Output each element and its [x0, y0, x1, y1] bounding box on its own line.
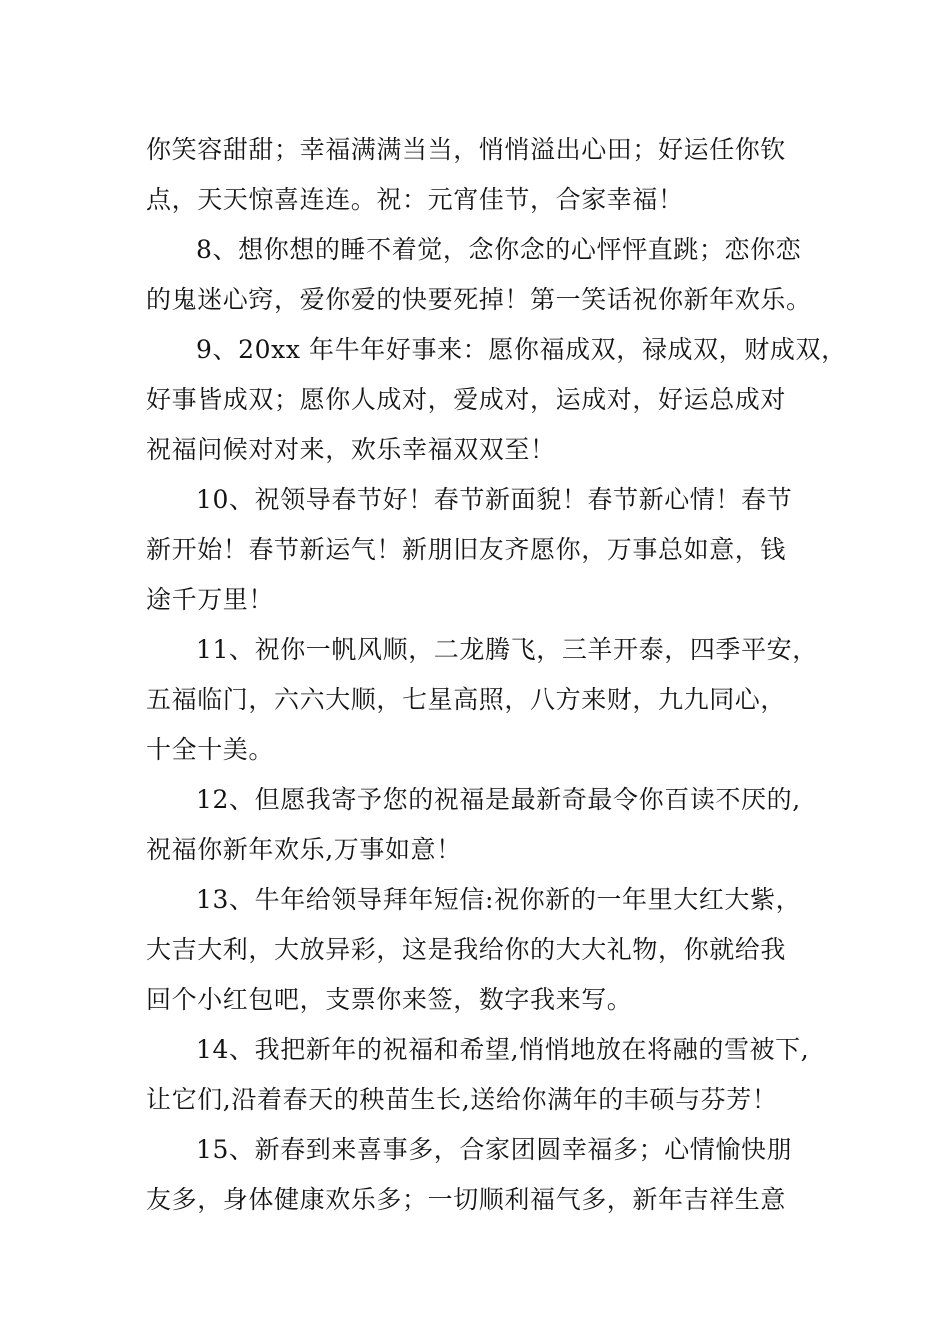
paragraph-8-line: 8、想你想的睡不着觉，念你念的心怦怦直跳；恋你恋: [196, 235, 802, 264]
text-line: 友多，身体健康欢乐多；一切顺利福气多，新年吉祥生意: [146, 1185, 787, 1214]
paragraph-13-line: 13、牛年给领导拜年短信:祝你新的一年里大红大紫，: [196, 885, 802, 914]
text-line: 让它们,沿着春天的秧苗生长,送给你满年的丰硕与芬芳！: [146, 1085, 778, 1114]
text-line: 回个小红包吧，支票你来签，数字我来写。: [146, 985, 633, 1014]
text-line: 大吉大利，大放异彩，这是我给你的大大礼物，你就给我: [146, 935, 787, 964]
paragraph-10-line: 10、祝领导春节好！春节新面貌！春节新心情！春节: [196, 485, 793, 514]
text-line: 你笑容甜甜；幸福满满当当，悄悄溢出心田；好运任你钦: [146, 135, 787, 164]
text-line: 祝福问候对对来，欢乐幸福双双至！: [146, 435, 556, 464]
text-line: 好事皆成双；愿你人成对，爱成对，运成对，好运总成对: [146, 385, 787, 414]
paragraph-11-line: 11、祝你一帆风顺，二龙腾飞，三羊开泰，四季平安，: [196, 635, 818, 664]
text-line: 的鬼迷心窍，爱你爱的快要死掉！第一笑话祝你新年欢乐。: [146, 285, 812, 314]
paragraph-9-line: 9、20xx 年牛年好事来：愿你福成双，禄成双，财成双，: [196, 335, 847, 364]
paragraph-12-line: 12、但愿我寄予您的祝福是最新奇最令你百读不厌的,: [196, 785, 801, 814]
text-line: 点，天天惊喜连连。祝：元宵佳节，合家幸福！: [146, 185, 684, 214]
paragraph-14-line: 14、我把新年的祝福和希望,悄悄地放在将融的雪被下,: [196, 1035, 810, 1064]
text-line: 十全十美。: [146, 735, 275, 764]
text-line: 祝福你新年欢乐,万事如意！: [146, 835, 462, 864]
paragraph-15-line: 15、新春到来喜事多，合家团圆幸福多；心情愉快朋: [196, 1135, 793, 1164]
text-line: 途千万里！: [146, 585, 275, 614]
text-line: 五福临门，六六大顺，七星高照，八方来财，九九同心，: [146, 685, 787, 714]
text-line: 新开始！春节新运气！新朋旧友齐愿你，万事总如意，钱: [146, 535, 787, 564]
